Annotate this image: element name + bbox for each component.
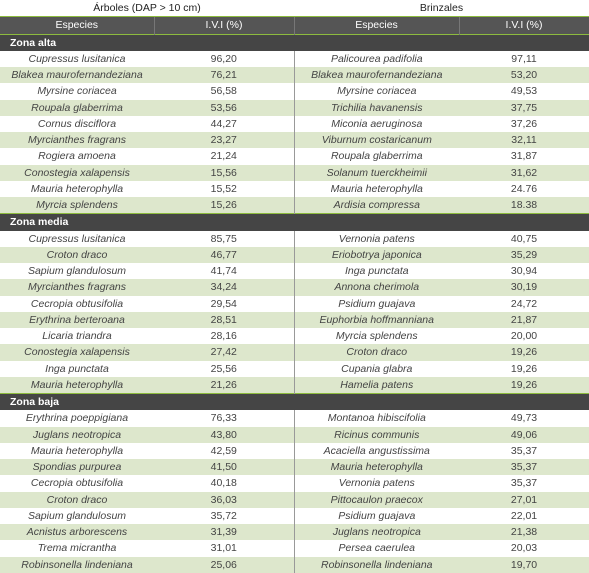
- ivi-brinzales-cell: 32,11: [459, 132, 589, 148]
- col-ivi-arboles: I.V.I (%): [154, 17, 294, 34]
- col-especies-arboles: Especies: [0, 17, 154, 34]
- ivi-brinzales-cell: 20,00: [459, 328, 589, 344]
- species-arboles-cell: Croton draco: [0, 247, 154, 263]
- table-row: [0, 165, 589, 181]
- species-arboles-cell: Mauria heterophylla: [0, 443, 154, 459]
- ivi-arboles-cell: 28,16: [154, 328, 294, 344]
- species-arboles-cell: Sapium glandulosum: [0, 508, 154, 524]
- ivi-arboles-cell: 29,54: [154, 296, 294, 312]
- ivi-arboles-cell: 35,72: [154, 508, 294, 524]
- table-row: [0, 443, 589, 459]
- species-arboles-cell: Cecropia obtusifolia: [0, 475, 154, 491]
- col-ivi-brinzales: I.V.I (%): [459, 17, 589, 34]
- species-brinzales-cell: Solanum tuerckheimii: [294, 165, 459, 181]
- species-brinzales-cell: Ardisia compressa: [294, 197, 459, 214]
- ivi-brinzales-cell: 21,87: [459, 312, 589, 328]
- zone-header-row: [0, 34, 589, 51]
- ivi-arboles-cell: 23,27: [154, 132, 294, 148]
- table-row: [0, 247, 589, 263]
- ivi-brinzales-cell: 97,11: [459, 51, 589, 67]
- species-arboles-cell: Myrcia splendens: [0, 197, 154, 214]
- species-arboles-cell: Blakea maurofernandeziana: [0, 67, 154, 83]
- ivi-arboles-cell: 53,56: [154, 100, 294, 116]
- table-row: [0, 557, 589, 573]
- group-brinzales-header: Brinzales: [294, 0, 589, 17]
- species-brinzales-cell: Cupania glabra: [294, 361, 459, 377]
- ivi-arboles-cell: 41,50: [154, 459, 294, 475]
- ivi-arboles-cell: 31,39: [154, 524, 294, 540]
- table-row: [0, 181, 589, 197]
- species-brinzales-cell: Euphorbia hoffmanniana: [294, 312, 459, 328]
- zone-title: Zona alta: [0, 34, 589, 51]
- species-arboles-cell: Rogiera amoena: [0, 148, 154, 164]
- ivi-arboles-cell: 31,01: [154, 540, 294, 556]
- ivi-arboles-cell: 15,52: [154, 181, 294, 197]
- ivi-arboles-cell: 43,80: [154, 427, 294, 443]
- ivi-brinzales-cell: 37,75: [459, 100, 589, 116]
- table-row: [0, 524, 589, 540]
- species-arboles-cell: Mauria heterophylla: [0, 181, 154, 197]
- species-brinzales-cell: Eriobotrya japonica: [294, 247, 459, 263]
- species-arboles-cell: Robinsonella lindeniana: [0, 557, 154, 573]
- species-brinzales-cell: Blakea maurofernandeziana: [294, 67, 459, 83]
- species-arboles-cell: Sapium glandulosum: [0, 263, 154, 279]
- ivi-brinzales-cell: 19,26: [459, 344, 589, 360]
- species-brinzales-cell: Vernonia patens: [294, 231, 459, 247]
- ivi-arboles-cell: 21,24: [154, 148, 294, 164]
- ivi-brinzales-cell: 35,29: [459, 247, 589, 263]
- species-arboles-cell: Cupressus lusitanica: [0, 231, 154, 247]
- ivi-brinzales-cell: 22,01: [459, 508, 589, 524]
- ivi-arboles-cell: 46,77: [154, 247, 294, 263]
- species-arboles-cell: Licaria triandra: [0, 328, 154, 344]
- zone-header-row: [0, 214, 589, 231]
- species-arboles-cell: Juglans neotropica: [0, 427, 154, 443]
- col-especies-brinzales: Especies: [294, 17, 459, 34]
- ivi-brinzales-cell: 49,73: [459, 410, 589, 426]
- table-row: [0, 427, 589, 443]
- ivi-arboles-cell: 41,74: [154, 263, 294, 279]
- table-row: [0, 344, 589, 360]
- ivi-arboles-cell: 40,18: [154, 475, 294, 491]
- table-row: [0, 377, 589, 394]
- ivi-arboles-cell: 36,03: [154, 492, 294, 508]
- table-row: [0, 83, 589, 99]
- ivi-brinzales-cell: 35,37: [459, 475, 589, 491]
- species-arboles-cell: Myrcianthes fragrans: [0, 132, 154, 148]
- species-brinzales-cell: Viburnum costaricanum: [294, 132, 459, 148]
- species-brinzales-cell: Croton draco: [294, 344, 459, 360]
- table-row: [0, 296, 589, 312]
- ivi-brinzales-cell: 30,94: [459, 263, 589, 279]
- species-brinzales-cell: Juglans neotropica: [294, 524, 459, 540]
- ivi-arboles-cell: 85,75: [154, 231, 294, 247]
- table-row: [0, 459, 589, 475]
- ivi-arboles-cell: 76,33: [154, 410, 294, 426]
- species-arboles-cell: Cornus disciflora: [0, 116, 154, 132]
- ivi-arboles-cell: 44,27: [154, 116, 294, 132]
- species-brinzales-cell: Hamelia patens: [294, 377, 459, 394]
- species-brinzales-cell: Roupala glaberrima: [294, 148, 459, 164]
- species-arboles-cell: Roupala glaberrima: [0, 100, 154, 116]
- species-brinzales-cell: Myrcia splendens: [294, 328, 459, 344]
- ivi-brinzales-cell: 19,70: [459, 557, 589, 573]
- species-brinzales-cell: Mauria heterophylla: [294, 181, 459, 197]
- ivi-arboles-cell: 34,24: [154, 279, 294, 295]
- zone-title: Zona media: [0, 214, 589, 231]
- species-arboles-cell: Erythrina poeppigiana: [0, 410, 154, 426]
- species-arboles-cell: Spondias purpurea: [0, 459, 154, 475]
- ivi-brinzales-cell: 19,26: [459, 377, 589, 394]
- species-brinzales-cell: Annona cherimola: [294, 279, 459, 295]
- table-row: [0, 231, 589, 247]
- ivi-brinzales-cell: 20,03: [459, 540, 589, 556]
- ivi-brinzales-cell: 37,26: [459, 116, 589, 132]
- table-row: [0, 475, 589, 491]
- species-arboles-cell: Conostegia xalapensis: [0, 165, 154, 181]
- ivi-brinzales-cell: 35,37: [459, 443, 589, 459]
- ivi-brinzales-cell: 35,37: [459, 459, 589, 475]
- species-arboles-cell: Myrsine coriacea: [0, 83, 154, 99]
- table-row: [0, 148, 589, 164]
- species-brinzales-cell: Pittocaulon praecox: [294, 492, 459, 508]
- species-arboles-cell: Cupressus lusitanica: [0, 51, 154, 67]
- species-arboles-cell: Acnistus arborescens: [0, 524, 154, 540]
- zone-title: Zona baja: [0, 394, 589, 411]
- ivi-arboles-cell: 56,58: [154, 83, 294, 99]
- ivi-brinzales-cell: 27,01: [459, 492, 589, 508]
- ivi-arboles-cell: 42,59: [154, 443, 294, 459]
- group-arboles-header: Árboles (DAP > 10 cm): [0, 0, 294, 17]
- species-arboles-cell: Croton draco: [0, 492, 154, 508]
- species-brinzales-cell: Mauria heterophylla: [294, 459, 459, 475]
- ivi-brinzales-cell: 40,75: [459, 231, 589, 247]
- table-row: [0, 312, 589, 328]
- table-row: [0, 116, 589, 132]
- column-header-row: [0, 17, 589, 34]
- species-brinzales-cell: Palicourea padifolia: [294, 51, 459, 67]
- table-row: [0, 361, 589, 377]
- species-arboles-cell: Erythrina berteroana: [0, 312, 154, 328]
- ivi-brinzales-cell: 30,19: [459, 279, 589, 295]
- ivi-arboles-cell: 96,20: [154, 51, 294, 67]
- ivi-arboles-cell: 25,06: [154, 557, 294, 573]
- table-row: [0, 263, 589, 279]
- species-arboles-cell: Mauria heterophylla: [0, 377, 154, 394]
- species-brinzales-cell: Myrsine coriacea: [294, 83, 459, 99]
- species-arboles-cell: Trema micrantha: [0, 540, 154, 556]
- ivi-arboles-cell: 28,51: [154, 312, 294, 328]
- ivi-brinzales-cell: 24.76: [459, 181, 589, 197]
- species-brinzales-cell: Vernonia patens: [294, 475, 459, 491]
- ivi-arboles-cell: 25,56: [154, 361, 294, 377]
- table-row: [0, 51, 589, 67]
- ivi-arboles-cell: 27,42: [154, 344, 294, 360]
- ivi-brinzales-cell: 21,38: [459, 524, 589, 540]
- ivi-arboles-cell: 15,26: [154, 197, 294, 214]
- table-row: [0, 132, 589, 148]
- ivi-arboles-cell: 21,26: [154, 377, 294, 394]
- ivi-brinzales-cell: 53,20: [459, 67, 589, 83]
- species-brinzales-cell: Trichilia havanensis: [294, 100, 459, 116]
- species-brinzales-cell: Inga punctata: [294, 263, 459, 279]
- table-row: [0, 328, 589, 344]
- ivi-brinzales-cell: 49,53: [459, 83, 589, 99]
- ivi-brinzales-cell: 31,87: [459, 148, 589, 164]
- species-brinzales-cell: Acaciella angustissima: [294, 443, 459, 459]
- table-row: [0, 492, 589, 508]
- species-arboles-cell: Myrcianthes fragrans: [0, 279, 154, 295]
- species-arboles-cell: Conostegia xalapensis: [0, 344, 154, 360]
- ivi-brinzales-cell: 19,26: [459, 361, 589, 377]
- species-arboles-cell: Cecropia obtusifolia: [0, 296, 154, 312]
- species-brinzales-cell: Montanoa hibiscifolia: [294, 410, 459, 426]
- ivi-brinzales-cell: 31,62: [459, 165, 589, 181]
- species-brinzales-cell: Psidium guajava: [294, 508, 459, 524]
- zone-header-row: [0, 394, 589, 411]
- table-body: [0, 34, 589, 573]
- species-brinzales-cell: Robinsonella lindeniana: [294, 557, 459, 573]
- group-header-row: [0, 0, 589, 17]
- table-row: [0, 279, 589, 295]
- ivi-arboles-cell: 76,21: [154, 67, 294, 83]
- species-arboles-cell: Inga punctata: [0, 361, 154, 377]
- species-brinzales-cell: Miconia aeruginosa: [294, 116, 459, 132]
- table-row: [0, 197, 589, 214]
- species-brinzales-cell: Psidium guajava: [294, 296, 459, 312]
- table-row: [0, 410, 589, 426]
- table-row: [0, 100, 589, 116]
- table-row: [0, 540, 589, 556]
- species-brinzales-cell: Persea caerulea: [294, 540, 459, 556]
- ivi-brinzales-cell: 49,06: [459, 427, 589, 443]
- table-row: [0, 508, 589, 524]
- table-row: [0, 67, 589, 83]
- ivi-brinzales-cell: 18.38: [459, 197, 589, 214]
- ivi-arboles-cell: 15,56: [154, 165, 294, 181]
- ivi-brinzales-cell: 24,72: [459, 296, 589, 312]
- species-brinzales-cell: Ricinus communis: [294, 427, 459, 443]
